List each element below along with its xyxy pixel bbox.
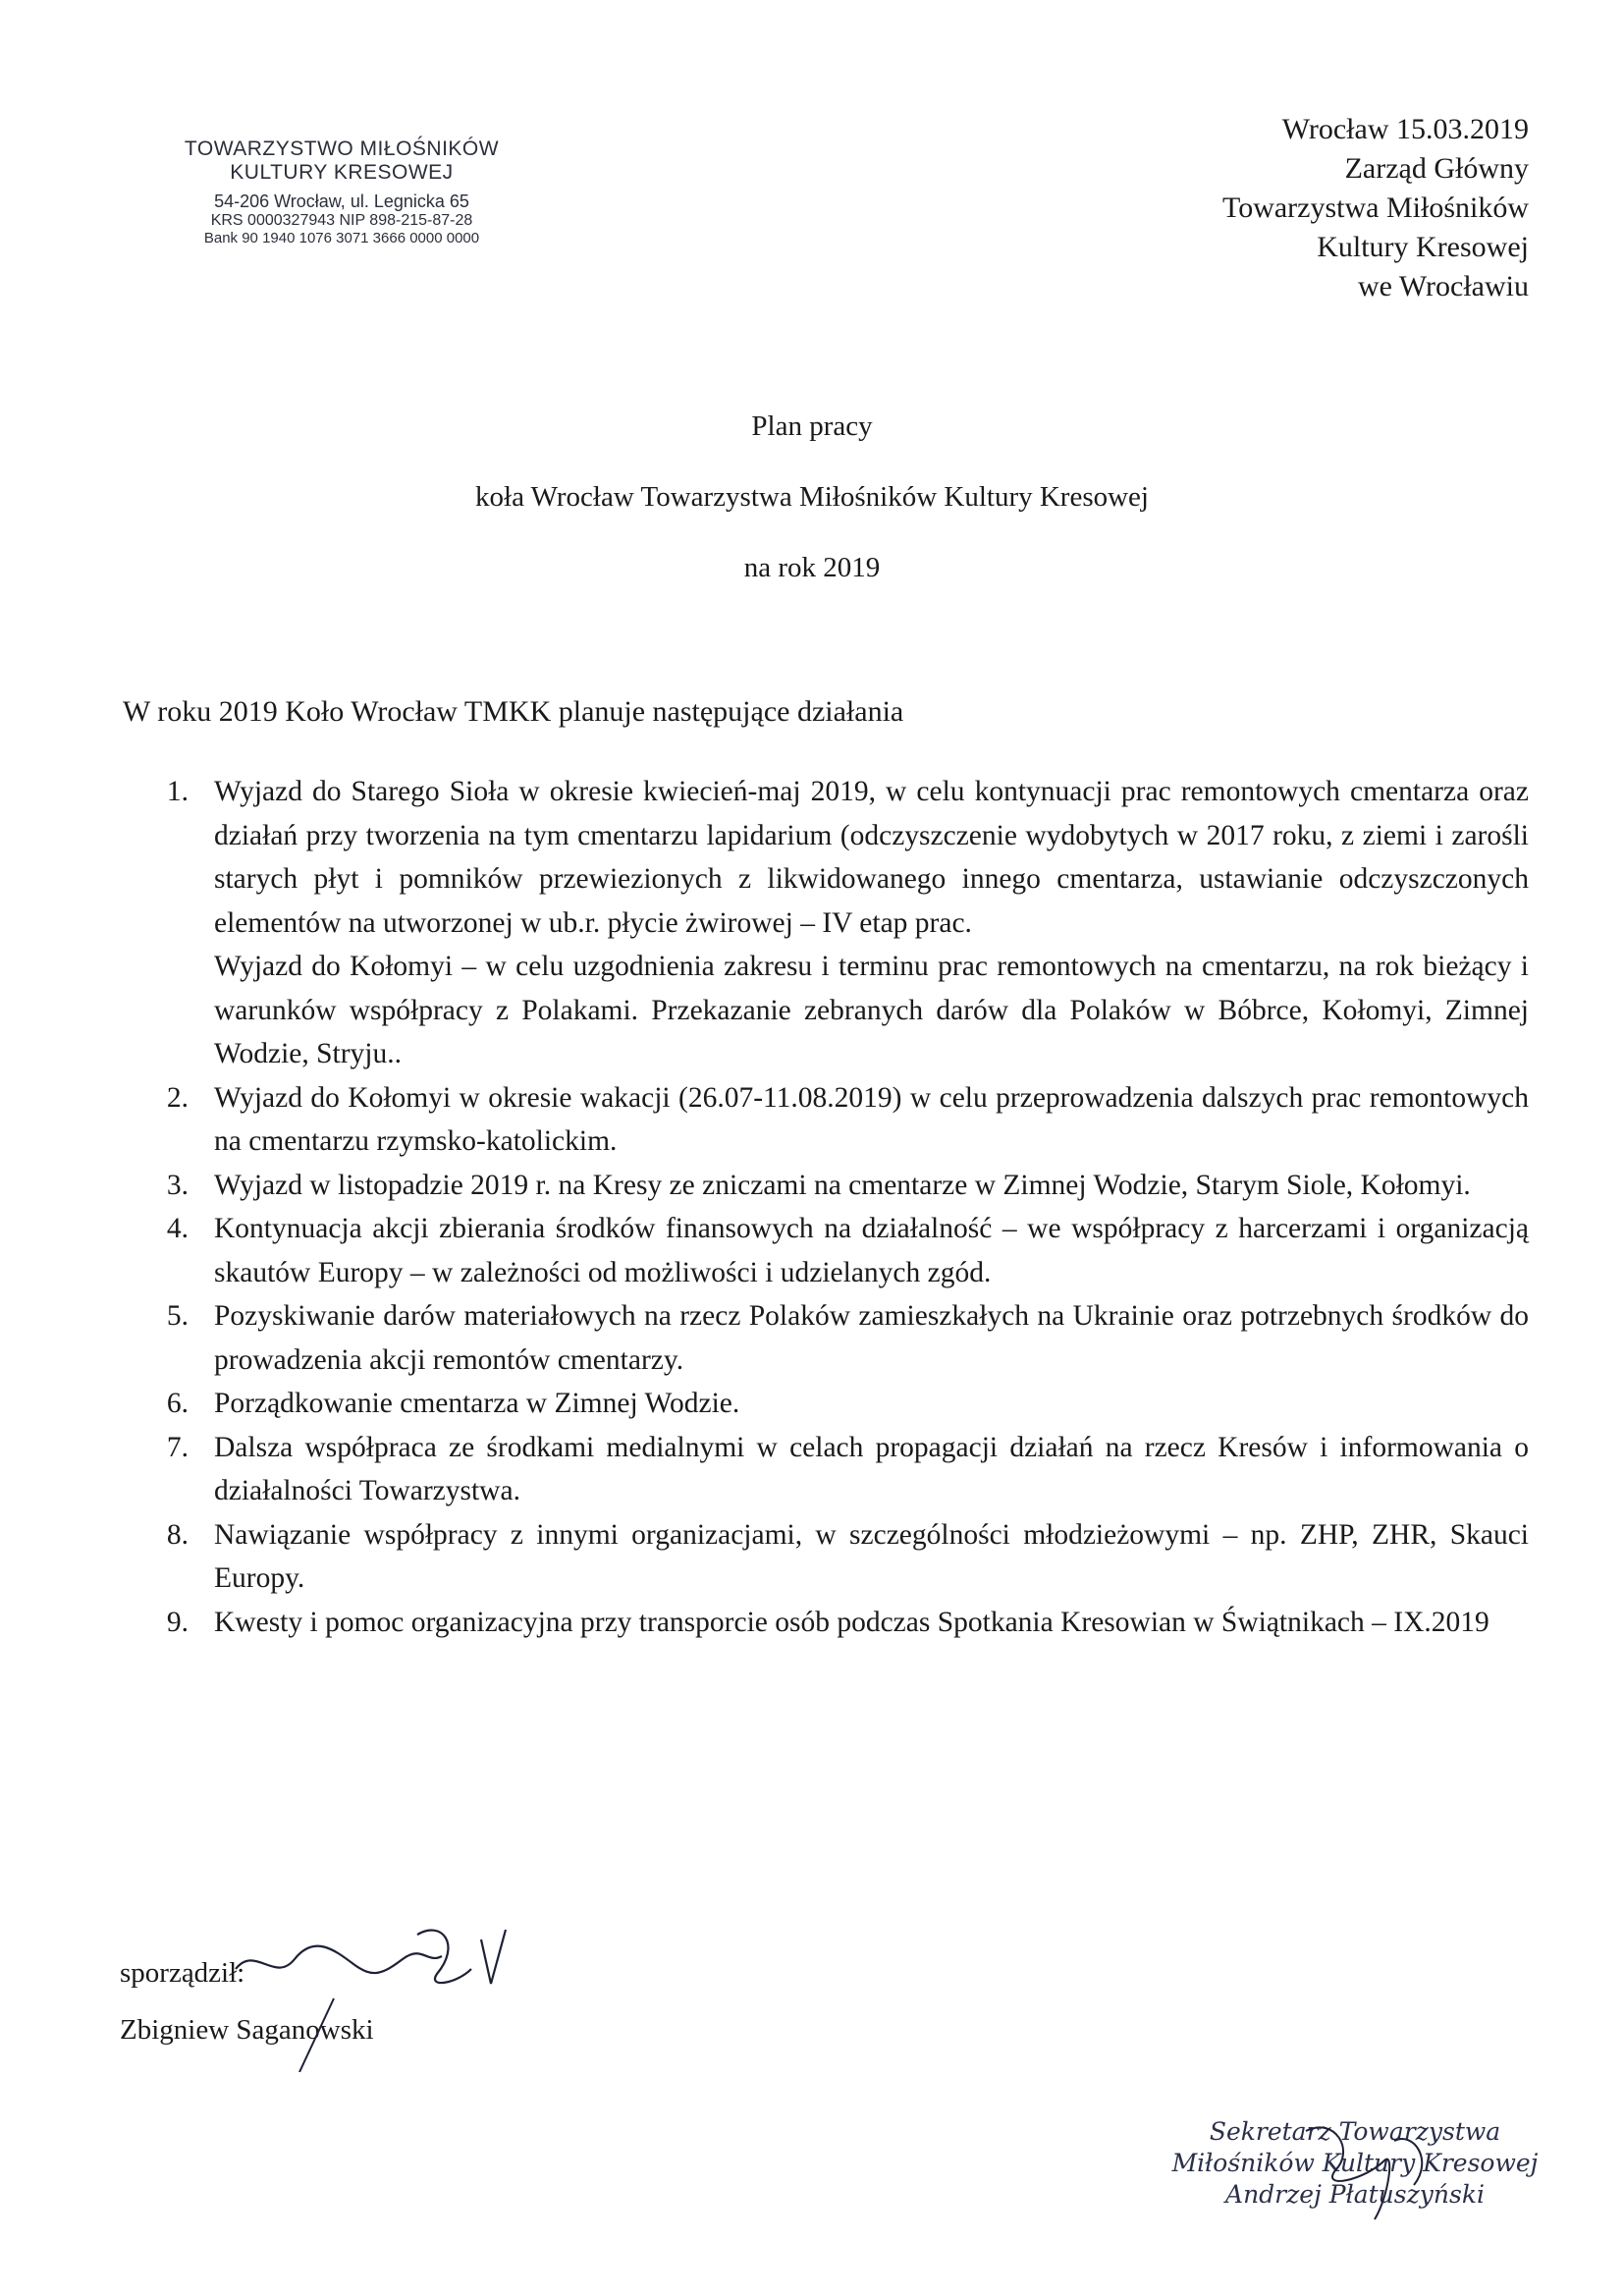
list-item: [120, 1426, 1529, 1513]
intro-paragraph: W roku 2019 Koło Wrocław TMKK planuje następujące działania: [123, 695, 904, 728]
secretary-line3: Andrzej Płatuszyński: [1225, 2180, 1485, 2209]
item-number: 3.: [166, 1169, 189, 1201]
item-number: 6.: [166, 1388, 189, 1419]
secretary-line2: Miłośników Kultury Kresowej: [1171, 2149, 1539, 2177]
list-item: [120, 1076, 1529, 1164]
prepared-by-label: sporządził:: [120, 1957, 245, 1989]
item-text: Wyjazd do Starego Sioła w okresie kwiecień-maj 2019, w celu kontynuacji prac remontowych cmentarza oraz działań przy tworzenia na tym cmentarzu lapidarium (odczyszczenie wydobytych w 2017 roku, z ziemi i zarośli starych płyt i pomników przewiezionych z likwidowanego innego cmentarza, ustawianie odczyszczonych elementów na utworzonej w ub.r. płycie żwirowej – IV etap prac.: [214, 776, 1529, 939]
item-text: Dalsza współpraca ze środkami medialnymi w celach propagacji działań na rzecz Kresów i informowania o działalności Towarzystwa.: [214, 1431, 1529, 1506]
list-item: [120, 1294, 1529, 1382]
item-number: 2.: [166, 1081, 189, 1114]
recipient-block: [1222, 110, 1529, 306]
list-item: [120, 1207, 1529, 1294]
list-item: [120, 1601, 1529, 1645]
item-text: Kontynuacja akcji zbierania środków finansowych na działalność – we współpracy z harcerzami i organizacją skautów Europy – w zależności od możliwości i udzielanych zgód.: [214, 1213, 1529, 1288]
stamp-org-line2: KULTURY KRESOWEJ: [230, 161, 454, 184]
stamp-org-line1: TOWARZYSTWO MIŁOŚNIKÓW: [184, 137, 500, 160]
list-item: [120, 770, 1529, 1076]
item-text: Nawiązanie współpracy z innymi organizacjami, w szczególności młodzieżowymi – np. ZHP, ZHR, Skauci Europy.: [214, 1518, 1529, 1594]
author-signature: [216, 1915, 511, 2072]
list-item: [120, 1382, 1529, 1426]
document-year: na rok 2019: [743, 552, 881, 583]
stamp-bank-account: Bank 90 1940 1076 3071 3666 0000 0000: [203, 230, 480, 246]
list-item: [120, 1164, 1529, 1208]
item-number: 7.: [166, 1431, 189, 1463]
date-line: Wrocław 15.03.2019: [1281, 113, 1529, 145]
stamp-krs-nip: KRS 0000327943 NIP 898-215-87-28: [210, 212, 473, 229]
recipient-line1: Zarząd Główny: [1344, 152, 1529, 185]
item-number: 5.: [166, 1300, 189, 1332]
recipient-line3: Kultury Kresowej: [1317, 231, 1529, 263]
item-text: Kwesty i pomoc organizacyjna przy transporcie osób podczas Spotkania Kresowian w Świątnikach – IX.2019: [214, 1606, 1489, 1638]
recipient-line4: we Wrocławiu: [1357, 270, 1529, 302]
item-text: Wyjazd w listopadzie 2019 r. na Kresy ze zniczami na cmentarze w Zimnej Wodzie, Starym Siole, Kołomyi.: [214, 1169, 1471, 1201]
item-text-continued: Wyjazd do Kołomyi – w celu uzgodnienia zakresu i terminu prac remontowych na cmentarzu, na rok bieżący i warunków współpracy z Polakami. Przekazanie zebranych darów dla Polaków w Bóbrce, Kołomyi, Zimnej Wodzie, Stryju..: [214, 951, 1529, 1069]
plan-list: [120, 770, 1529, 1644]
item-number: 8.: [166, 1518, 189, 1551]
document-title: Plan pracy: [751, 410, 873, 442]
item-text: Wyjazd do Kołomyi w okresie wakacji (26.07-11.08.2019) w celu przeprowadzenia dalszych prac remontowych na cmentarzu rzymsko-katolickim.: [214, 1081, 1529, 1157]
item-number: 9.: [166, 1606, 189, 1638]
author-name: Zbigniew Saganowski: [120, 2014, 374, 2046]
item-text: Pozyskiwanie darów materiałowych na rzecz Polaków zamieszkałych na Ukrainie oraz potrzebnych środków do prowadzenia akcji remontów cmentarzy.: [214, 1300, 1529, 1376]
item-text: Porządkowanie cmentarza w Zimnej Wodzie.: [214, 1388, 740, 1419]
organization-stamp: [155, 137, 528, 247]
list-item: [120, 1513, 1529, 1601]
stamp-address: 54-206 Wrocław, ul. Legnicka 65: [214, 191, 469, 211]
secretary-line1: Sekretarz Towarzystwa: [1209, 2117, 1501, 2146]
item-number: 4.: [166, 1213, 189, 1244]
secretary-signature: [1276, 2111, 1473, 2239]
document-subtitle: koła Wrocław Towarzystwa Miłośników Kultury Kresowej: [475, 481, 1149, 513]
item-number: 1.: [166, 776, 189, 807]
recipient-line2: Towarzystwa Miłośników: [1221, 191, 1529, 224]
